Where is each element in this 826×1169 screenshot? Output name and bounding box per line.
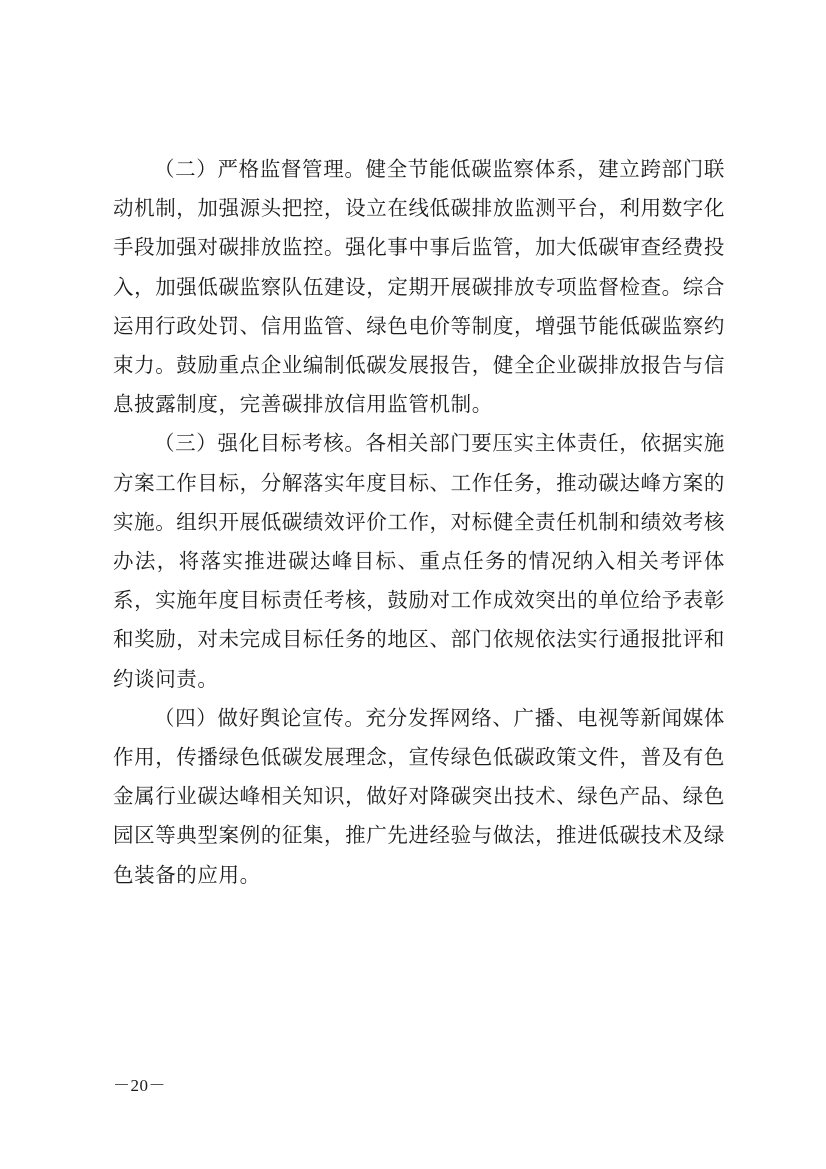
paragraph-target-assessment: （三）强化目标考核。各相关部门要压实主体责任，依据实施方案工作目标，分解落实年度目标、工作任务，推动碳达峰方案的实施。组织开展低碳绩效评价工作，对标健全责任机制和绩效考核办法，将落实推进碳达峰目标、重点任务的情况纳入相关考评体系，实施年度目标责任考核，鼓励对工作成效突出的单位给予表彰和奖励，对未完成目标任务的地区、部门依规依法实行通报批评和约谈问责。 (113, 431, 725, 691)
document-body (113, 150, 725, 895)
paragraph-supervision-management: （二）严格监督管理。健全节能低碳监察体系，建立跨部门联动机制，加强源头把控，设立在线低碳排放监测平台，利用数字化手段加强对碳排放监控。强化事中事后监管，加大低碳审查经费投入，加强低碳监察队伍建设，定期开展碳排放专项监督检查。综合运用行政处罚、信用监管、绿色电价等制度，增强节能低碳监察约束力。鼓励重点企业编制低碳发展报告，健全企业碳排放报告与信息披露制度，完善碳排放信用监管机制。 (113, 157, 725, 417)
page-number: －20－ (113, 1076, 166, 1095)
paragraph-public-publicity: （四）做好舆论宣传。充分发挥网络、广播、电视等新闻媒体作用，传播绿色低碳发展理念，宣传绿色低碳政策文件，普及有色金属行业碳达峰相关知识，做好对降碳突出技术、绿色产品、绿色园区等典型案例的征集，推广先进经验与做法，推进低碳技术及绿色装备的应用。 (113, 705, 725, 887)
